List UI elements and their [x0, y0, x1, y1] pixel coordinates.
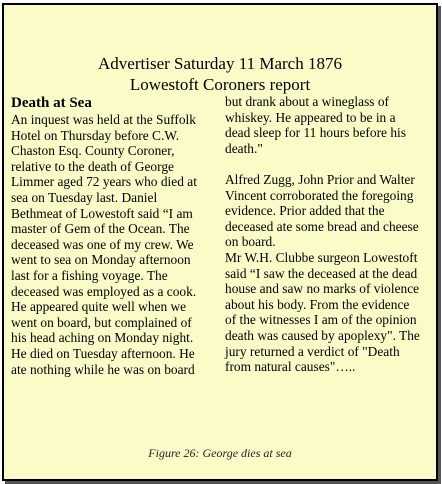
clipping-frame	[2, 3, 438, 481]
article-line: He died on Tuesday afternoon. He	[11, 345, 195, 361]
article-line: house and saw no marks of violence	[225, 281, 420, 297]
figure-caption: Figure 26: George dies at sea	[148, 446, 292, 460]
article-line: evidence. Prior added that the	[225, 203, 385, 219]
section-title: Death at Sea	[11, 95, 92, 111]
article-line: relative to the death of George	[11, 158, 174, 174]
article-line: went to sea on Monday afternoon	[11, 252, 191, 268]
headline-date: Advertiser Saturday 11 March 1876	[98, 54, 342, 73]
article-line: jury returned a verdict of "Death	[225, 343, 400, 359]
article-line: deceased was employed as a cook.	[11, 283, 197, 299]
article-line: last for a fishing voyage. The	[11, 267, 168, 283]
headline-title: Lowestoft Coroners report	[129, 75, 311, 94]
article-column-right	[225, 94, 420, 375]
article-line: went on board, but complained of	[11, 314, 192, 330]
article-line: ate nothing while he was on board	[11, 361, 195, 377]
article-line: Bethmeat of Lowestoft said “I am	[11, 205, 193, 221]
article-line: Chaston Esq. County Coroner,	[11, 143, 175, 159]
article-column-left	[11, 95, 197, 377]
article-line: Mr W.H. Clubbe surgeon Lowestoft	[225, 249, 418, 265]
article-line: on board.	[225, 234, 276, 250]
article-line: deceased ate some bread and cheese	[225, 218, 419, 234]
article-line: Vincent corroborated the foregoing	[225, 187, 414, 203]
article-line: about his body. From the evidence	[225, 296, 410, 312]
article-line: An inquest was held at the Suffolk	[11, 112, 196, 127]
article-line: death."	[225, 140, 263, 156]
article-line: Limmer aged 72 years who died at	[11, 174, 197, 190]
article-line: deceased was one of my crew. We	[11, 236, 194, 252]
article-line: but drank about a wineglass of	[225, 94, 389, 109]
article-line: death was caused by apoplexy". The	[225, 327, 420, 343]
article-line: Alfred Zugg, John Prior and Walter	[225, 171, 415, 187]
article-line: He appeared quite well when we	[11, 299, 187, 315]
article-line: of the witnesses I am of the opinion	[225, 312, 417, 328]
article-line: sea on Tuesday last. Daniel	[11, 189, 158, 205]
article-line: said “I saw the deceased at the dead	[225, 265, 418, 281]
article-line: master of Gem of the Ocean. The	[11, 221, 190, 237]
article-line: his head aching on Monday night.	[11, 330, 194, 346]
article-line: whiskey. He appeared to be in a	[225, 109, 396, 125]
paragraph-gap	[225, 156, 420, 172]
article-line: Hotel on Thursday before C.W.	[11, 127, 180, 143]
article-line: dead sleep for 11 hours before his	[225, 125, 406, 141]
article-line: from natural causes"…..	[225, 359, 356, 375]
